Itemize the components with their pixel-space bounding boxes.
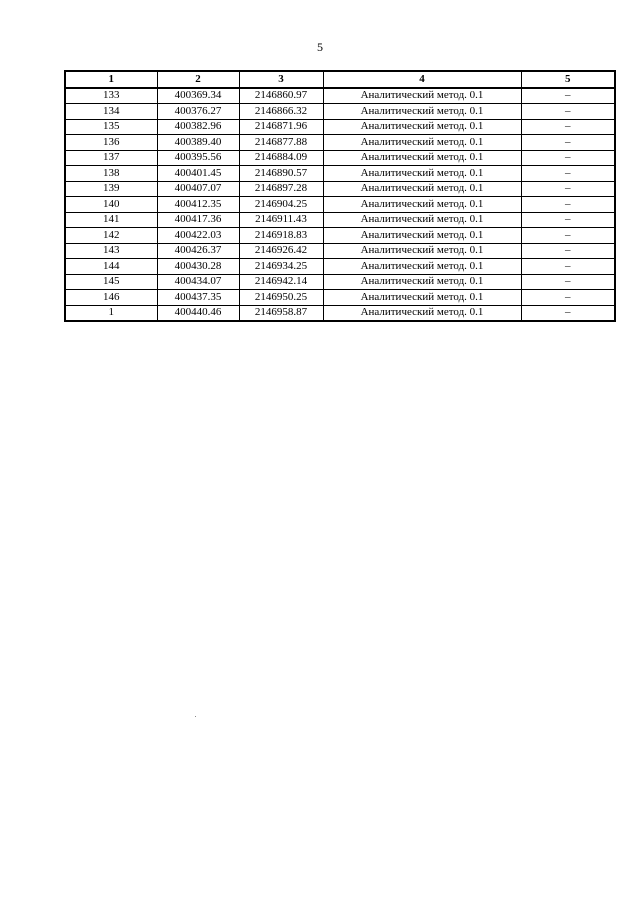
point-number-cell: 134 <box>65 104 157 120</box>
method-cell: Аналитический метод. 0.1 <box>323 259 521 275</box>
note-cell: – <box>521 228 615 244</box>
note-cell: – <box>521 104 615 120</box>
x-coordinate-cell: 400440.46 <box>157 305 239 321</box>
y-coordinate-cell: 2146934.25 <box>239 259 323 275</box>
point-number-cell: 143 <box>65 243 157 259</box>
column-header-1: 1 <box>65 71 157 88</box>
point-number-cell: 133 <box>65 88 157 104</box>
y-coordinate-cell: 2146866.32 <box>239 104 323 120</box>
y-coordinate-cell: 2146918.83 <box>239 228 323 244</box>
note-cell: – <box>521 290 615 306</box>
y-coordinate-cell: 2146950.25 <box>239 290 323 306</box>
table-body <box>65 88 615 322</box>
point-number-cell: 145 <box>65 274 157 290</box>
method-cell: Аналитический метод. 0.1 <box>323 228 521 244</box>
column-header-3: 3 <box>239 71 323 88</box>
method-cell: Аналитический метод. 0.1 <box>323 181 521 197</box>
method-cell: Аналитический метод. 0.1 <box>323 197 521 213</box>
note-cell: – <box>521 259 615 275</box>
x-coordinate-cell: 400395.56 <box>157 150 239 166</box>
scan-speck <box>195 716 196 717</box>
table-row <box>65 228 615 244</box>
column-header-4: 4 <box>323 71 521 88</box>
y-coordinate-cell: 2146942.14 <box>239 274 323 290</box>
point-number-cell: 138 <box>65 166 157 182</box>
table-row <box>65 259 615 275</box>
y-coordinate-cell: 2146904.25 <box>239 197 323 213</box>
page-number: 5 <box>317 40 323 54</box>
method-cell: Аналитический метод. 0.1 <box>323 150 521 166</box>
note-cell: – <box>521 166 615 182</box>
method-cell: Аналитический метод. 0.1 <box>323 104 521 120</box>
method-cell: Аналитический метод. 0.1 <box>323 243 521 259</box>
x-coordinate-cell: 400426.37 <box>157 243 239 259</box>
x-coordinate-cell: 400389.40 <box>157 135 239 151</box>
coordinates-table <box>64 70 616 322</box>
method-cell: Аналитический метод. 0.1 <box>323 166 521 182</box>
table-row <box>65 212 615 228</box>
point-number-cell: 137 <box>65 150 157 166</box>
x-coordinate-cell: 400417.36 <box>157 212 239 228</box>
method-cell: Аналитический метод. 0.1 <box>323 135 521 151</box>
point-number-cell: 1 <box>65 305 157 321</box>
point-number-cell: 146 <box>65 290 157 306</box>
x-coordinate-cell: 400422.03 <box>157 228 239 244</box>
table-row <box>65 243 615 259</box>
table-row <box>65 135 615 151</box>
note-cell: – <box>521 212 615 228</box>
point-number-cell: 136 <box>65 135 157 151</box>
y-coordinate-cell: 2146911.43 <box>239 212 323 228</box>
y-coordinate-cell: 2146877.88 <box>239 135 323 151</box>
point-number-cell: 144 <box>65 259 157 275</box>
method-cell: Аналитический метод. 0.1 <box>323 212 521 228</box>
x-coordinate-cell: 400434.07 <box>157 274 239 290</box>
note-cell: – <box>521 181 615 197</box>
note-cell: – <box>521 119 615 135</box>
point-number-cell: 139 <box>65 181 157 197</box>
note-cell: – <box>521 274 615 290</box>
y-coordinate-cell: 2146860.97 <box>239 88 323 104</box>
note-cell: – <box>521 243 615 259</box>
y-coordinate-cell: 2146926.42 <box>239 243 323 259</box>
method-cell: Аналитический метод. 0.1 <box>323 290 521 306</box>
table-row <box>65 274 615 290</box>
x-coordinate-cell: 400369.34 <box>157 88 239 104</box>
table-row <box>65 305 615 321</box>
column-header-2: 2 <box>157 71 239 88</box>
note-cell: – <box>521 88 615 104</box>
method-cell: Аналитический метод. 0.1 <box>323 88 521 104</box>
x-coordinate-cell: 400376.27 <box>157 104 239 120</box>
point-number-cell: 142 <box>65 228 157 244</box>
x-coordinate-cell: 400382.96 <box>157 119 239 135</box>
y-coordinate-cell: 2146958.87 <box>239 305 323 321</box>
table-row <box>65 197 615 213</box>
x-coordinate-cell: 400430.28 <box>157 259 239 275</box>
y-coordinate-cell: 2146884.09 <box>239 150 323 166</box>
table-header-row <box>65 71 615 88</box>
note-cell: – <box>521 197 615 213</box>
method-cell: Аналитический метод. 0.1 <box>323 305 521 321</box>
table-row <box>65 150 615 166</box>
y-coordinate-cell: 2146897.28 <box>239 181 323 197</box>
x-coordinate-cell: 400401.45 <box>157 166 239 182</box>
x-coordinate-cell: 400412.35 <box>157 197 239 213</box>
point-number-cell: 140 <box>65 197 157 213</box>
table-row <box>65 166 615 182</box>
table-row <box>65 104 615 120</box>
y-coordinate-cell: 2146890.57 <box>239 166 323 182</box>
y-coordinate-cell: 2146871.96 <box>239 119 323 135</box>
x-coordinate-cell: 400437.35 <box>157 290 239 306</box>
table-row <box>65 119 615 135</box>
table-row <box>65 290 615 306</box>
note-cell: – <box>521 135 615 151</box>
note-cell: – <box>521 150 615 166</box>
table-row <box>65 181 615 197</box>
column-header-5: 5 <box>521 71 615 88</box>
note-cell: – <box>521 305 615 321</box>
table-row <box>65 88 615 104</box>
method-cell: Аналитический метод. 0.1 <box>323 119 521 135</box>
point-number-cell: 141 <box>65 212 157 228</box>
method-cell: Аналитический метод. 0.1 <box>323 274 521 290</box>
point-number-cell: 135 <box>65 119 157 135</box>
x-coordinate-cell: 400407.07 <box>157 181 239 197</box>
